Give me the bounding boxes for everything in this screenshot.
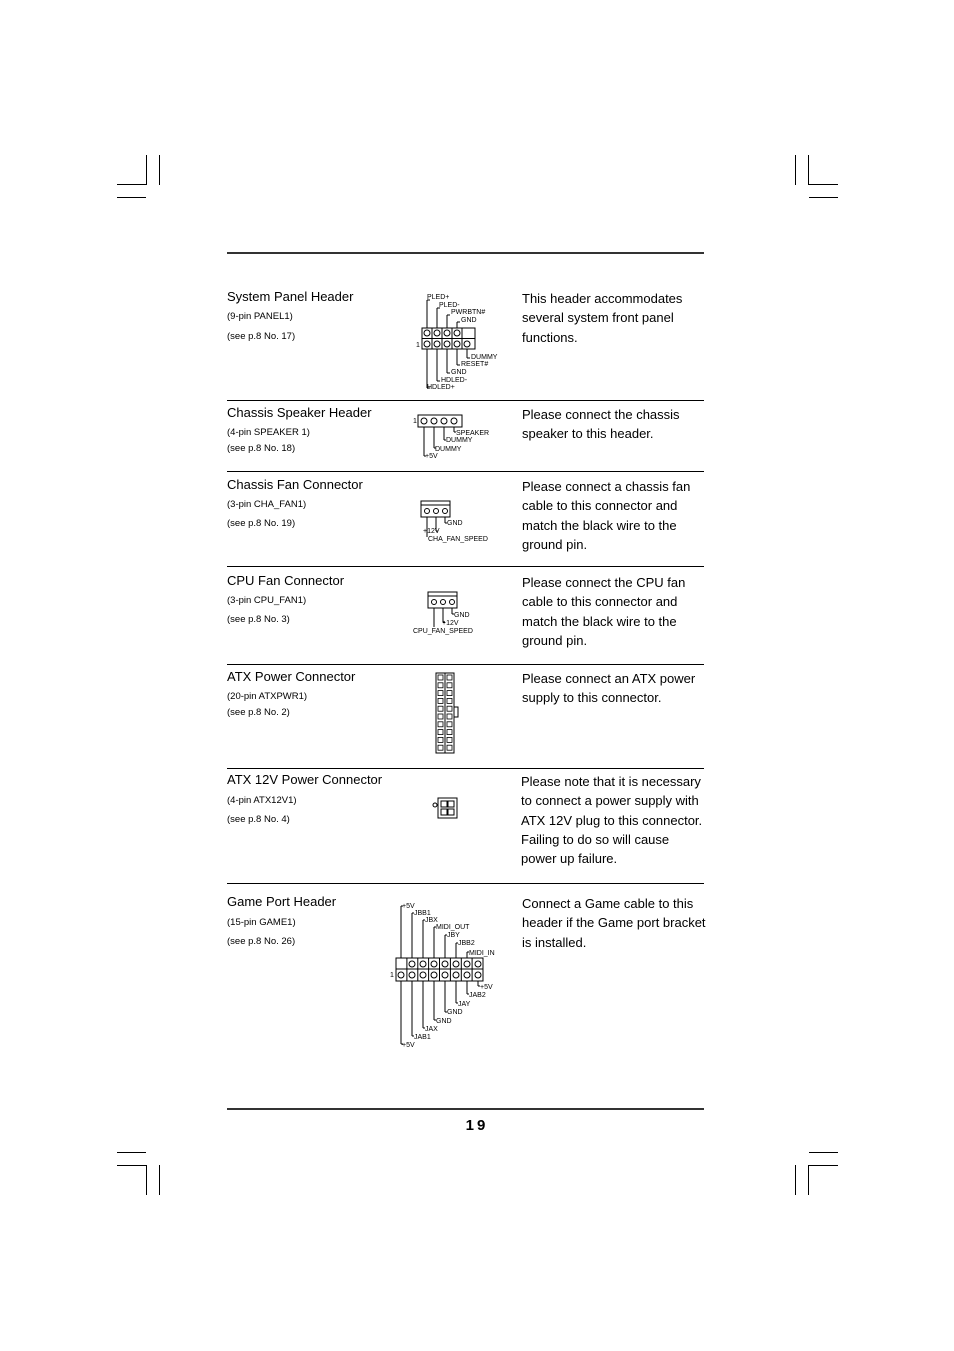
crop-mark: [117, 184, 146, 185]
section-divider: [227, 566, 704, 567]
section-description: Please connect a chassis fan cable to this connector and match the black wire to the ground pin.: [522, 479, 691, 552]
atx-pin: [447, 722, 452, 727]
atx-pin: [447, 675, 452, 680]
pin-label: PLED-: [439, 302, 460, 309]
pin-label: CPU_FAN_SPEED: [413, 628, 473, 635]
section-title: Game Port Header: [227, 894, 337, 909]
atx-power-diagram: [432, 670, 462, 756]
pin-label: GND: [461, 317, 477, 324]
atx-pin: [447, 683, 452, 688]
atx-pin: [438, 706, 443, 711]
crop-mark: [809, 197, 838, 198]
atx-pin: [438, 737, 443, 742]
section-title: ATX Power Connector: [227, 669, 356, 684]
section-title: Chassis Speaker Header: [227, 405, 372, 420]
page-reference: (see p.8 No. 18): [227, 443, 296, 454]
atx-pin: [447, 706, 452, 711]
pin-label: +12V: [423, 528, 440, 535]
page-reference: (see p.8 No. 17): [227, 331, 296, 342]
section-divider: [227, 768, 704, 769]
crop-mark: [809, 184, 838, 185]
atx-pin: [447, 691, 452, 696]
pin-label: DUMMY: [471, 354, 498, 361]
section-divider: [227, 400, 704, 401]
pin-label: CHA_FAN_SPEED: [428, 536, 488, 543]
atx-pin: [447, 698, 452, 703]
pin-label: GND: [454, 612, 470, 619]
section-title: CPU Fan Connector: [227, 573, 345, 588]
chassis-fan-diagram: [415, 497, 495, 545]
section-divider: [227, 664, 704, 665]
crop-mark: [809, 1165, 838, 1166]
footer-rule: [227, 1108, 704, 1110]
pin-label: JAB2: [469, 992, 486, 999]
atx-pin: [438, 698, 443, 703]
speaker-header-diagram: [410, 410, 500, 462]
crop-mark: [795, 1165, 796, 1195]
crop-mark: [159, 155, 160, 185]
atx-pin: [438, 730, 443, 735]
section-title: System Panel Header: [227, 289, 354, 304]
atx-pin: [447, 745, 452, 750]
cpu-fan-diagram: [410, 586, 495, 638]
crop-mark: [117, 197, 146, 198]
crop-mark: [117, 1152, 146, 1153]
page-reference: (see p.8 No. 19): [227, 518, 296, 529]
atx-pin: [438, 675, 443, 680]
pin-count: (4-pin SPEAKER 1): [227, 427, 310, 438]
pin-count: (20-pin ATXPWR1): [227, 691, 308, 702]
pin-label: DUMMY: [446, 437, 473, 444]
pin-label: PLED+: [427, 294, 450, 301]
pin1-marker: 1: [390, 972, 394, 979]
pin1-marker: 1: [416, 342, 420, 349]
section-title: Chassis Fan Connector: [227, 477, 363, 492]
pin-label: PWRBTN#: [451, 309, 486, 316]
pin-label: JAB1: [414, 1034, 431, 1041]
section-description: This header accommodates several system front panel functions.: [522, 291, 683, 345]
crop-mark: [146, 1165, 147, 1195]
section-description: Please connect the chassis speaker to this header.: [522, 407, 680, 442]
pin-label: +5V: [402, 1042, 415, 1049]
section-description: Please note that it is necessary to connect a power supply with ATX 12V plug to this connector. Failing to do so will cause power up failure.: [521, 774, 703, 867]
pin-count: (15-pin GAME1): [227, 917, 296, 928]
atx-pin: [447, 730, 452, 735]
pin-count: (4-pin ATX12V1): [227, 795, 297, 806]
pin-label: +5V: [425, 453, 438, 460]
atx12v-diagram: [430, 795, 462, 821]
atx-pin: [438, 722, 443, 727]
page-reference: (see p.8 No. 2): [227, 707, 290, 718]
crop-mark: [146, 155, 147, 185]
pin-count: (3-pin CPU_FAN1): [227, 595, 307, 606]
crop-mark: [809, 1152, 838, 1153]
pin-label: JBB1: [414, 910, 431, 917]
pin-label: RESET#: [461, 361, 489, 368]
pin-label: JBB2: [458, 940, 475, 947]
section-description: Please connect an ATX power supply to this connector.: [522, 671, 696, 706]
pin-label: GND: [447, 1009, 463, 1016]
section-divider: [227, 471, 704, 472]
page-reference: (see p.8 No. 4): [227, 814, 290, 825]
crop-mark: [117, 1165, 146, 1166]
atx-pin: [447, 737, 452, 742]
pin-label: JAY: [458, 1001, 471, 1008]
atx-pin: [438, 745, 443, 750]
atx-pin: [447, 714, 452, 719]
page-number: 19: [465, 1117, 489, 1134]
pin-label: HDLED-: [441, 377, 468, 384]
pin-label: +12V: [442, 620, 459, 627]
atx-power-section: [227, 669, 704, 759]
section-title: ATX 12V Power Connector: [227, 772, 383, 787]
pin-label: GND: [436, 1018, 452, 1025]
pin-count: (9-pin PANEL1): [227, 311, 293, 322]
pin-label: +5V: [480, 984, 493, 991]
crop-mark: [795, 155, 796, 185]
pin-label: +5V: [402, 903, 415, 910]
atx12v-section: [227, 772, 704, 877]
pin-count: (3-pin CHA_FAN1): [227, 499, 307, 510]
crop-mark: [808, 155, 809, 185]
crop-mark: [159, 1165, 160, 1195]
atx-pin: [438, 714, 443, 719]
pin-label: GND: [447, 520, 463, 527]
pin-label: JBY: [447, 932, 460, 939]
panel-header-diagram: [410, 288, 510, 392]
pin-label: SPEAKER: [456, 430, 490, 437]
pin1-marker: 1: [413, 418, 417, 425]
pin-label: JBX: [425, 917, 438, 924]
atx-pin: [438, 683, 443, 688]
pin-label: JAX: [425, 1026, 438, 1033]
section-description: Connect a Game cable to this header if the Game port bracket is installed.: [522, 896, 706, 950]
pin-label: GND: [451, 369, 467, 376]
header-rule: [227, 252, 704, 254]
pin-label: MIDI_OUT: [436, 924, 470, 931]
atx-pin: [438, 691, 443, 696]
crop-mark: [808, 1165, 809, 1195]
section-divider: [227, 883, 704, 884]
pin-label: MIDI_IN: [469, 950, 495, 957]
page-reference: (see p.8 No. 3): [227, 614, 290, 625]
page-reference: (see p.8 No. 26): [227, 936, 296, 947]
pin-label: DUMMY: [435, 446, 462, 453]
section-description: Please connect the CPU fan cable to this connector and match the black wire to the ground pin.: [522, 575, 686, 648]
pin-label: HDLED+: [427, 384, 455, 391]
game-port-diagram: [388, 898, 503, 1050]
